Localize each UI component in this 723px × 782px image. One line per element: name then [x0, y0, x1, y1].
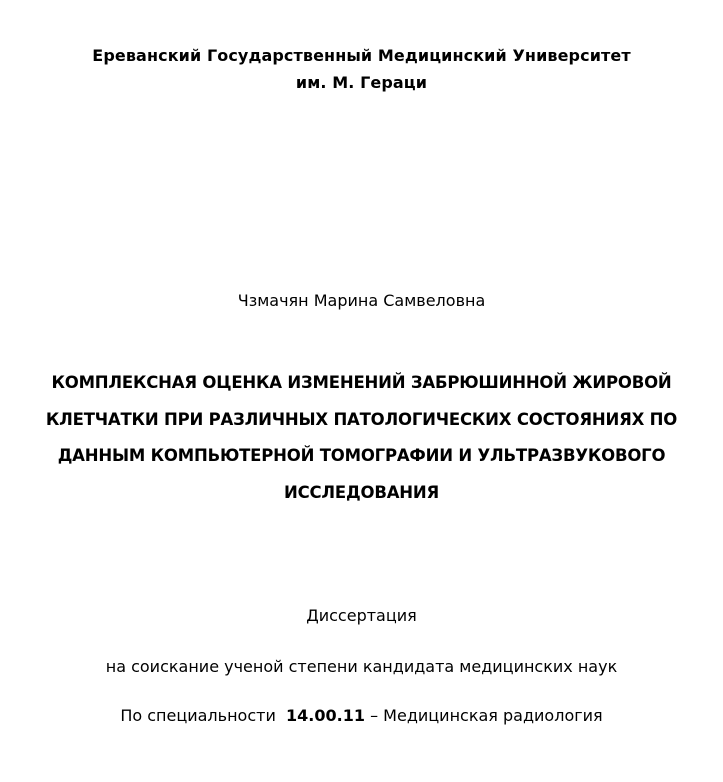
author-name: Чзмачян Марина Самвеловна: [237, 291, 486, 310]
degree-line: на соискание ученой степени кандидата медицинских наук: [105, 657, 618, 676]
specialty-code: 14.00.11: [286, 706, 365, 725]
title-line-3: ДАННЫМ КОМПЬЮТЕРНОЙ ТОМОГРАФИИ И УЛЬТРАЗВУКОВОГО: [57, 446, 666, 465]
specialty-name: – Медицинская радиология: [370, 706, 603, 725]
document-type: Диссертация: [306, 606, 417, 625]
specialty-line: [0, 706, 723, 725]
specialty-prefix: По специальности: [120, 706, 276, 725]
university-name-line2: им. М. Гераци: [295, 73, 428, 92]
title-line-2: КЛЕТЧАТКИ ПРИ РАЗЛИЧНЫХ ПАТОЛОГИЧЕСКИХ СОСТОЯНИЯХ ПО: [45, 410, 678, 429]
title-line-1: КОМПЛЕКСНАЯ ОЦЕНКА ИЗМЕНЕНИЙ ЗАБРЮШИННОЙ ЖИРОВОЙ: [51, 373, 672, 392]
title-line-4: ИССЛЕДОВАНИЯ: [284, 483, 439, 502]
university-name-line1: Ереванский Государственный Медицинский Университет: [92, 46, 631, 65]
